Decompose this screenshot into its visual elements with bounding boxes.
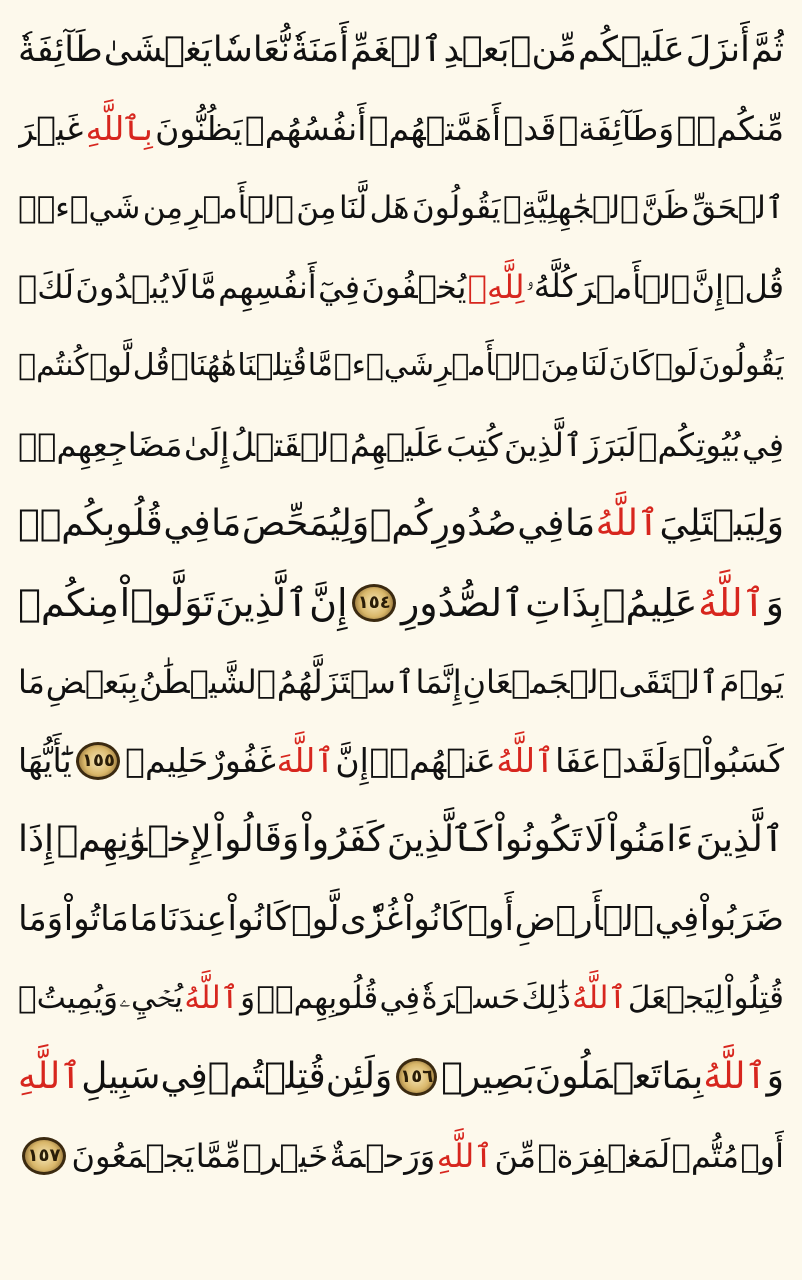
- word: فِي: [379, 979, 421, 1016]
- word: وَقَالُواْ: [214, 819, 300, 860]
- word: مَا: [564, 503, 596, 544]
- word: وَلِيَبۡتَلِيَ: [659, 503, 784, 544]
- text-line: [18, 168, 784, 247]
- word: بَعۡدِ: [443, 29, 510, 70]
- word: مِّنۢ: [510, 29, 577, 70]
- word: هَٰهُنَاۗ: [170, 348, 237, 383]
- divine-name-word: ٱللَّهُ: [698, 580, 765, 625]
- word: حَسۡرَةٗ: [421, 979, 521, 1016]
- word: تَعۡمَلُونَ: [534, 1056, 662, 1097]
- word: وَلِيُمَحِّصَ: [241, 503, 370, 544]
- word: إِنَّ: [335, 741, 369, 780]
- word: عَلَيۡهِمُ: [349, 425, 445, 464]
- word: ذَٰلِكَ: [521, 979, 571, 1016]
- word: عَنۡهُمۡۗ: [369, 741, 496, 780]
- word: ٱلۡأَمۡرِ: [434, 348, 540, 383]
- word: عِندَنَا: [158, 898, 227, 939]
- word: كَفَرُواْ: [301, 819, 385, 860]
- word: قُلۡ: [725, 267, 784, 306]
- word: لَمَغۡفِرَةٞ: [537, 1136, 671, 1175]
- divine-name-word: بِٱللَّهِ: [85, 109, 153, 148]
- word: إِلَىٰ: [183, 425, 230, 464]
- word: مَاتُواْ: [63, 898, 129, 939]
- word: ٱلَّذِينَ: [215, 580, 309, 625]
- word: قُلُوبِكُمۡۚ: [18, 503, 163, 544]
- word: شَيۡءٖۗ: [18, 189, 141, 226]
- word: مَّا: [307, 348, 333, 383]
- word: يُبۡدُونَ: [75, 267, 169, 306]
- text-line: [18, 484, 784, 563]
- text-line: [18, 563, 784, 642]
- text-line: [18, 326, 784, 405]
- word: نُّعَاسٗا: [212, 29, 291, 70]
- word: قُل: [132, 348, 170, 383]
- word: ظَنَّ: [641, 189, 690, 226]
- text-line: [18, 958, 784, 1037]
- word: بِمَا: [661, 1056, 704, 1097]
- word: فِي: [163, 503, 211, 544]
- word: مُتُّمۡ: [671, 1136, 739, 1175]
- word: يَقُولُونَ: [411, 189, 501, 226]
- word: مِنَ: [540, 348, 580, 383]
- word: وَلَقَدۡ: [602, 741, 683, 780]
- word: غَيۡرَ: [18, 109, 84, 148]
- word: لَا: [170, 267, 189, 306]
- word: لَنَا: [580, 348, 608, 383]
- word: يُحۡيِۦ: [119, 979, 184, 1015]
- word: شَيۡءٞ: [333, 348, 435, 383]
- divine-name-word: ٱللَّهُ: [184, 979, 239, 1016]
- word: كَٱلَّذِينَ: [386, 819, 493, 860]
- word: بُيُوتِكُمۡ: [638, 425, 741, 464]
- word: ٱلصُّدُورِ: [400, 580, 525, 625]
- word: أَنزَلَ: [685, 29, 750, 70]
- word: فِي: [160, 1056, 208, 1097]
- text-line: [18, 89, 784, 168]
- quran-text-block: [18, 10, 784, 1195]
- text-line: [18, 247, 784, 326]
- word: ٱلۡأَرۡضِ: [514, 898, 655, 939]
- word: بِبَعۡضِ: [45, 662, 139, 701]
- word: إِنَّ: [691, 267, 724, 306]
- word: ٱلَّذِينَ: [695, 819, 784, 860]
- word: مِّنَ: [494, 1136, 536, 1175]
- word: صُدُورِكُمۡ: [369, 503, 517, 544]
- word: كَانُواْ: [227, 898, 291, 939]
- word: غُزّٗى: [340, 898, 404, 939]
- word: يَٰٓأَيُّهَا: [18, 741, 72, 780]
- word: وَيُمِيتُۗ: [18, 979, 118, 1016]
- word: كَسَبُواْۖ: [682, 741, 784, 780]
- word: كُتِبَ: [446, 425, 503, 464]
- word: ءَامَنُواْ: [607, 819, 694, 860]
- divine-name-word: ٱللَّهِ: [18, 1056, 82, 1097]
- word: مَضَاجِعِهِمۡۖ: [18, 425, 183, 464]
- word: فِيٓ: [318, 267, 361, 306]
- word: إِذَا: [18, 819, 55, 860]
- word: قُتِلۡنَا: [237, 348, 307, 383]
- word: ٱلۡغَمِّ: [350, 29, 443, 70]
- word: فِي: [742, 425, 784, 464]
- ayah-number-marker: ١٥٦: [396, 1058, 437, 1096]
- word: لَوۡ: [654, 348, 698, 383]
- word: قُلُوبِهِمۡۗ: [256, 979, 379, 1016]
- word: مَا: [129, 898, 159, 939]
- word: كُلَّهُۥ: [525, 267, 577, 305]
- text-line: [18, 721, 784, 800]
- word: لَّنَا: [338, 189, 368, 226]
- word: أَنفُسِهِم: [218, 267, 317, 306]
- word: إِنَّ: [309, 580, 348, 625]
- word: ضَرَبُواْ: [699, 898, 784, 939]
- word: عَفَا: [555, 741, 602, 780]
- word: أَوۡ: [740, 1136, 784, 1175]
- word: ٱسۡتَزَلَّهُمُ: [276, 662, 415, 701]
- word: قَدۡ: [503, 109, 557, 148]
- word: وَلَئِن: [325, 1056, 393, 1097]
- word: أَوۡ: [467, 898, 514, 939]
- word: ٱلۡأَمۡرَ: [578, 267, 691, 306]
- text-line: [18, 1116, 784, 1195]
- text-line: [18, 642, 784, 721]
- word: أَنفُسُهُمۡ: [244, 109, 367, 148]
- word: خَيۡرٞ: [242, 1136, 329, 1175]
- word: مِن: [142, 189, 183, 226]
- word: مَّا: [189, 267, 217, 306]
- word: عَلَيۡكُم: [577, 29, 685, 70]
- word: سَبِيلِ: [81, 1056, 161, 1097]
- word: يَوۡمَ: [719, 662, 784, 701]
- word: لَّوۡ: [291, 898, 340, 939]
- word: طَآئِفَةٗ: [18, 29, 103, 70]
- word: حَلِيمٞ: [125, 741, 209, 780]
- divine-name-word: ٱللَّهِ: [436, 1136, 493, 1175]
- word: يَظُنُّونَ: [155, 109, 243, 148]
- word: وَطَآئِفَةٞ: [558, 109, 675, 148]
- divine-name-word: ٱللَّهُ: [703, 1056, 767, 1097]
- word: يَقُولُونَ: [698, 348, 784, 383]
- word: يَجۡمَعُونَ: [71, 1136, 195, 1175]
- word: كَانَ: [608, 348, 654, 383]
- word: تَكُونُواْ: [494, 819, 582, 860]
- word: ٱلَّذِينَ: [504, 425, 583, 464]
- word: وَ: [765, 580, 784, 625]
- word: بِذَاتِ: [525, 580, 602, 625]
- word: يُخۡفُونَ: [361, 267, 467, 306]
- text-line: [18, 1037, 784, 1116]
- word: أَهَمَّتۡهُمۡ: [368, 109, 502, 148]
- word: فِي: [654, 898, 700, 939]
- word: تَوَلَّوۡاْ: [119, 580, 215, 625]
- word: لِيَجۡعَلَ: [627, 979, 724, 1016]
- word: ٱلۡحَقِّ: [691, 189, 784, 226]
- word: بَصِيرٞ: [441, 1056, 535, 1097]
- text-line: [18, 405, 784, 484]
- word: فِي: [517, 503, 565, 544]
- word: مِنَ: [296, 189, 337, 226]
- ayah-number-marker: ١٥٤: [352, 584, 396, 622]
- word: لَبَرَزَ: [584, 425, 637, 464]
- word: وَ: [240, 979, 256, 1016]
- word: ٱلۡتَقَى: [618, 662, 719, 701]
- divine-name-word: ٱللَّهُ: [496, 741, 555, 780]
- word: مَا: [211, 503, 242, 544]
- divine-name-word: لِلَّهِۗ: [467, 267, 525, 306]
- word: كَانُواْ: [403, 898, 467, 939]
- ayah-number-marker: ١٥٥: [76, 742, 120, 780]
- word: لِإِخۡوَٰنِهِمۡ: [56, 819, 212, 860]
- text-line: [18, 10, 784, 89]
- word: لَا: [584, 819, 605, 860]
- word: وَمَا: [18, 898, 64, 939]
- word: عَلِيمُۢ: [602, 580, 698, 625]
- word: لَّوۡ: [89, 348, 132, 383]
- word: إِنَّمَا: [415, 662, 462, 701]
- divine-name-word: ٱللَّهُ: [572, 979, 627, 1016]
- word: قُتِلۡتُمۡ: [207, 1056, 326, 1097]
- word: ثُمَّ: [750, 29, 784, 70]
- word: قُتِلُواْ: [724, 979, 784, 1016]
- divine-name-word: ٱللَّهُ: [595, 503, 659, 544]
- word: هَل: [369, 189, 410, 226]
- word: أَمَنَةٗ: [291, 29, 349, 70]
- word: غَفُورٌ: [208, 741, 276, 780]
- text-line: [18, 800, 784, 879]
- word: ٱلشَّيۡطَٰنُ: [139, 662, 276, 701]
- word: ٱلۡأَمۡرِ: [185, 189, 294, 226]
- word: كُنتُمۡ: [18, 348, 89, 383]
- word: مِّمَّا: [195, 1136, 242, 1175]
- word: ٱلۡجَٰهِلِيَّةِۖ: [502, 189, 639, 226]
- word: وَرَحۡمَةٌ: [329, 1136, 436, 1175]
- ayah-number-marker: ١٥٧: [22, 1137, 66, 1175]
- word: مِنكُمۡ: [18, 580, 119, 625]
- word: ٱلۡجَمۡعَانِ: [462, 662, 618, 701]
- word: وَ: [766, 1056, 784, 1097]
- word: لَكَۖ: [18, 267, 74, 306]
- word: مِّنكُمۡۖ: [676, 109, 784, 148]
- word: مَا: [18, 662, 45, 701]
- word: يَغۡشَىٰ: [103, 29, 212, 70]
- word: ٱلۡقَتۡلُ: [230, 425, 349, 464]
- text-line: [18, 879, 784, 958]
- divine-name-word: ٱللَّهَ: [276, 741, 335, 780]
